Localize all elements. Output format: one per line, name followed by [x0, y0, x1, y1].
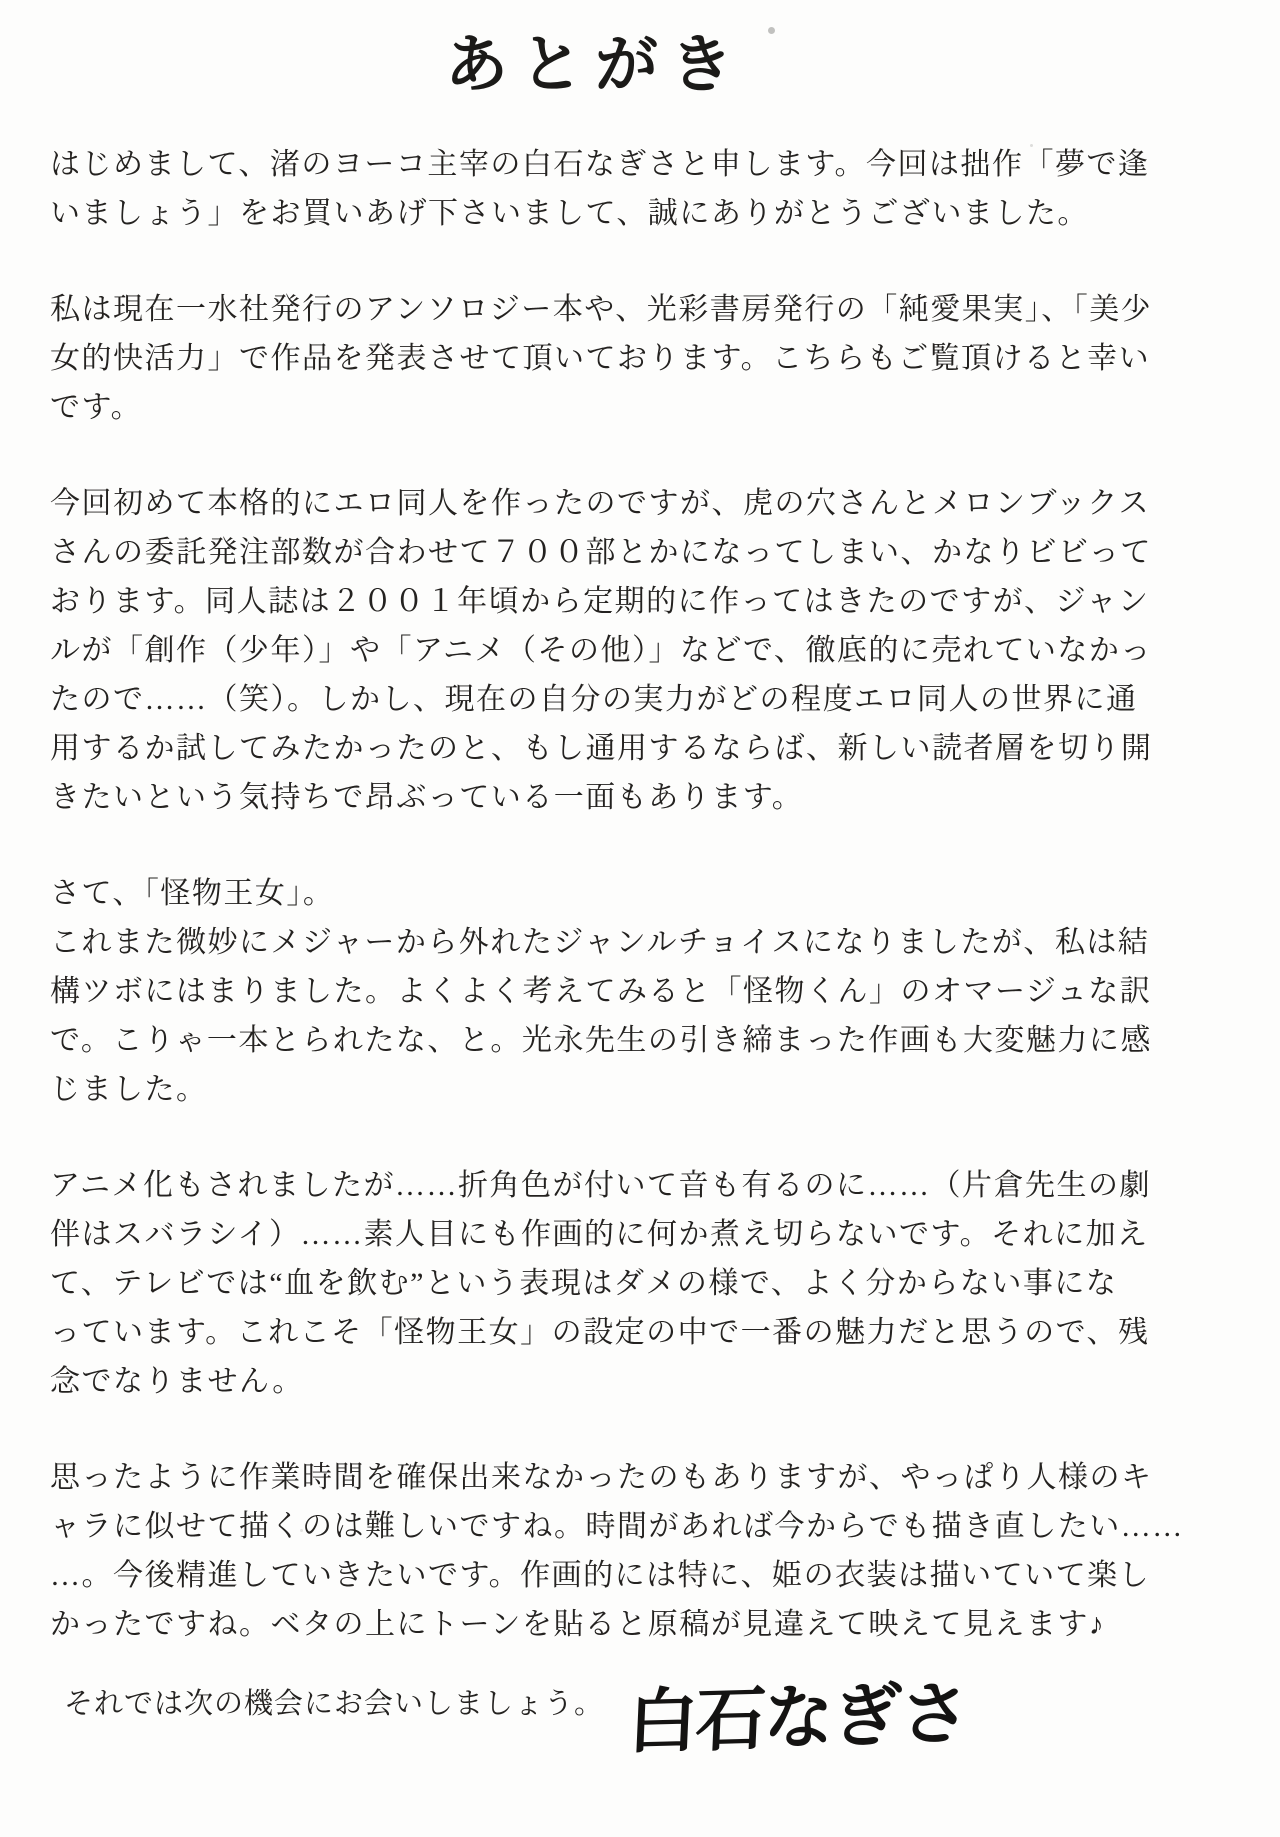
- text-line: ルが「創作（少年）」や「アニメ（その他）」などで、徹底的に売れていなかっ: [50, 634, 1152, 667]
- author-signature: 白石なぎさ: [626, 1671, 970, 1764]
- text-line: 構ツボにはまりました。よくよく考えてみると「怪物くん」のオマージュな訳: [50, 975, 1152, 1008]
- text-line: 伴はスバラシイ）……素人目にも作画的に何か煮え切らないです。それに加え: [50, 1218, 1149, 1251]
- paragraph: [50, 479, 1160, 822]
- paragraph: [50, 285, 1160, 432]
- text-line: 私は現在一水社発行のアンソロジー本や、光彩書房発行の「純愛果実」、「美少: [50, 293, 1153, 326]
- text-line: たので……（笑）。しかし、現在の自分の実力がどの程度エロ同人の世界に通: [50, 683, 1138, 716]
- text-line: です。: [50, 391, 143, 424]
- text-line: 女的快活力」で作品を発表させて頂いております。こちらもご覧頂けると幸い: [50, 342, 1151, 375]
- paragraph: [50, 140, 1160, 238]
- text-line: はじめまして、渚のヨーコ主宰の白石なぎさと申します。今回は拙作「夢で逢: [50, 148, 1150, 181]
- afterword-body: [50, 140, 1184, 1696]
- paragraph: [50, 1161, 1160, 1406]
- text-line: じました。: [50, 1073, 208, 1106]
- text-line: きたいという気持ちで昂ぶっている一面もあります。: [50, 781, 804, 814]
- paragraph: [50, 869, 1160, 1114]
- closing-line: それでは次の機会にお会いしましょう。: [64, 1688, 605, 1720]
- text-line: 用するか試してみたかったのと、もし通用するならば、新しい読者層を切り開: [50, 732, 1153, 765]
- text-line: いましょう」をお買いあげ下さいまして、誠にありがとうございました。: [50, 197, 1089, 230]
- text-line: …。今後精進していきたいです。作画的には特に、姫の衣装は描いていて楽し: [50, 1559, 1151, 1592]
- text-line: さんの委託発注部数が合わせて７００部とかになってしまい、かなりビビって: [50, 536, 1152, 569]
- text-line: さて、「怪物王女」。: [50, 877, 335, 910]
- text-line: っています。これこそ「怪物王女」の設定の中で一番の魅力だと思うので、残: [50, 1316, 1150, 1349]
- text-line: ャラに似せて描くのは難しいですね。時間があれば今からでも描き直したい……: [50, 1510, 1184, 1543]
- text-line: 念でなりません。: [50, 1365, 304, 1398]
- page-title: あとがき: [445, 30, 745, 100]
- text-line: かったですね。ベタの上にトーンを貼ると原稿が見違えて映えて見えます♪: [50, 1608, 1106, 1641]
- text-line: おります。同人誌は２００１年頃から定期的に作ってはきたのですが、ジャン: [50, 585, 1150, 618]
- text-line: 今回初めて本格的にエロ同人を作ったのですが、虎の穴さんとメロンブックス: [50, 487, 1151, 520]
- text-line: 思ったように作業時間を確保出来なかったのもありますが、やっぱり人様のキ: [50, 1461, 1153, 1494]
- paragraph: [50, 1453, 1184, 1649]
- text-line: で。こりゃ一本とられたな、と。光永先生の引き締まった作画も大変魅力に感: [50, 1024, 1152, 1057]
- text-line: アニメ化もされましたが……折角色が付いて音も有るのに……（片倉先生の劇: [50, 1169, 1151, 1202]
- text-line: て、テレビでは“血を飲む”という表現はダメの様で、よく分からない事にな: [50, 1267, 1118, 1300]
- text-line: これまた微妙にメジャーから外れたジャンルチョイスになりましたが、私は結: [50, 926, 1150, 959]
